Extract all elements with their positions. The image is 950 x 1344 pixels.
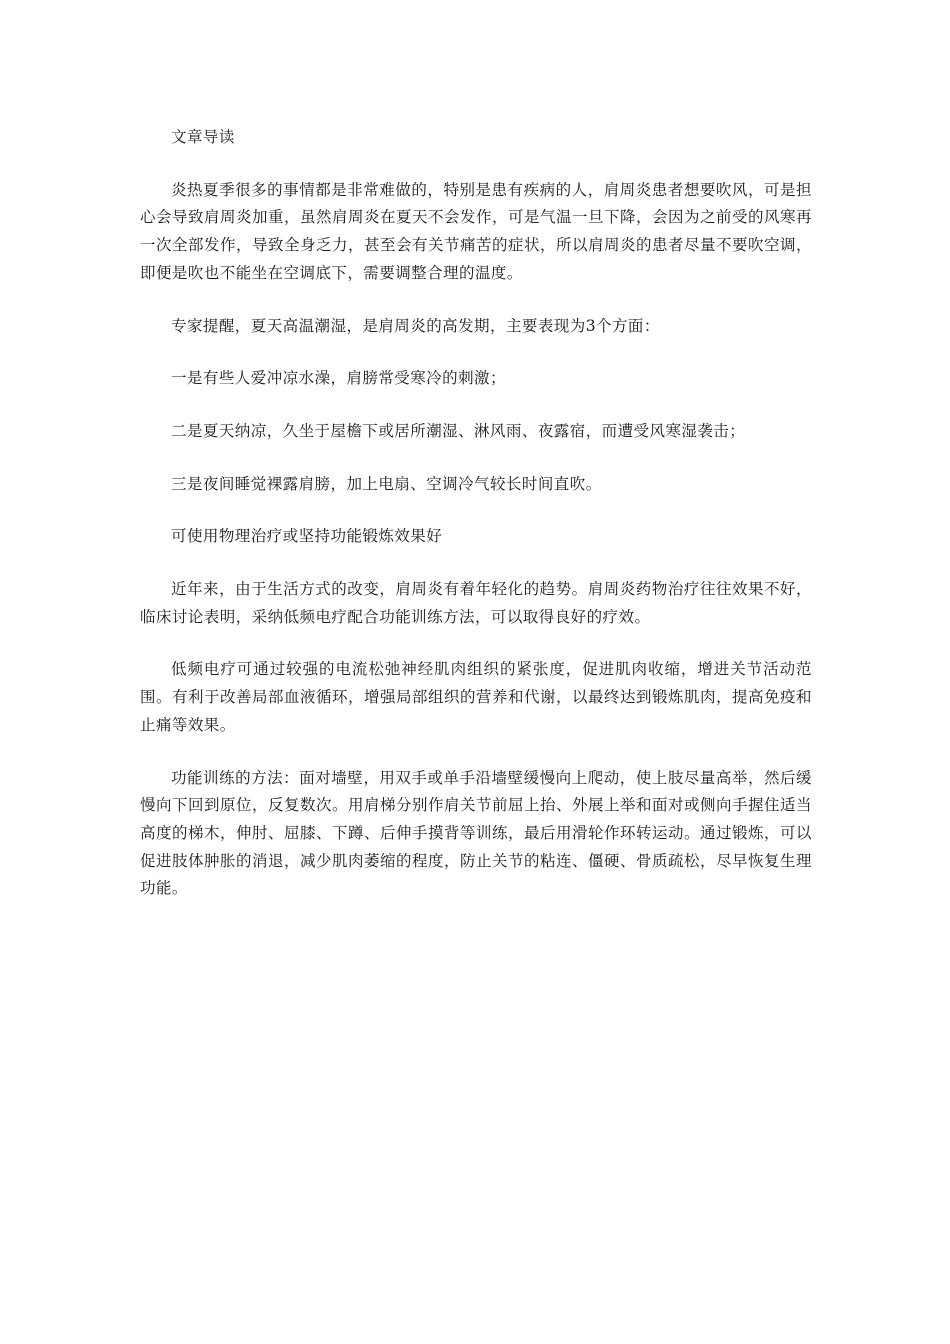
training-paragraph: 功能训练的方法：面对墙壁，用双手或单手沿墙壁缓慢向上爬动，使上肢尽量高举，然后缓慢向下回到原位，反复数次。用肩梯分别作肩关节前屈上抬、外展上举和面对或侧向手握住适当高度的梯木，伸肘、屈膝、下蹲、后伸手摸背等训练，最后用滑轮作环转运动。通过锻炼，可以促进肢体肿胀的消退，减少肌肉萎缩的程度，防止关节的粘连、僵硬、骨质疏松，尽早恢复生理功能。 xyxy=(140,768,812,898)
article-lead-heading: 文章导读 xyxy=(171,128,235,146)
intro-paragraph: 炎热夏季很多的事情都是非常难做的，特别是患有疾病的人，肩周炎患者想要吹风，可是担心会导致肩周炎加重，虽然肩周炎在夏天不会发作，可是气温一旦下降，会因为之前受的风寒再一次全部发作，导致全身乏力，甚至会有关节痛苦的症状，所以肩周炎的患者尽量不要吹空调，即便是吹也不能坐在空调底下，需要调整合理的温度。 xyxy=(140,180,812,282)
expert-tip-paragraph: 专家提醒，夏天高温潮湿，是肩周炎的高发期，主要表现为3个方面： xyxy=(171,316,660,335)
cause-item-2: 二是夏天纳凉，久坐于屋檐下或居所潮湿、淋风雨、夜露宿，而遭受风寒湿袭击； xyxy=(171,421,746,440)
section-heading: 可使用物理治疗或坚持功能锻炼效果好 xyxy=(171,527,443,546)
article-body xyxy=(140,124,812,928)
treatment-paragraph: 近年来，由于生活方式的改变，肩周炎有着年轻化的趋势。肩周炎药物治疗往往效果不好，临床讨论表明，采纳低频电疗配合功能训练方法，可以取得良好的疗效。 xyxy=(140,580,812,626)
electrotherapy-paragraph: 低频电疗可通过较强的电流松弛神经肌肉组织的紧张度，促进肌肉收缩，增进关节活动范围。有利于改善局部血液循环，增强局部组织的营养和代谢，以最终达到锻炼肌肉，提高免疫和止痛等效果。 xyxy=(140,660,812,734)
cause-item-3: 三是夜间睡觉裸露肩膀，加上电扇、空调冷气较长时间直吹。 xyxy=(171,474,602,493)
cause-item-1: 一是有些人爱冲凉水澡，肩膀常受寒冷的刺激； xyxy=(171,369,506,388)
